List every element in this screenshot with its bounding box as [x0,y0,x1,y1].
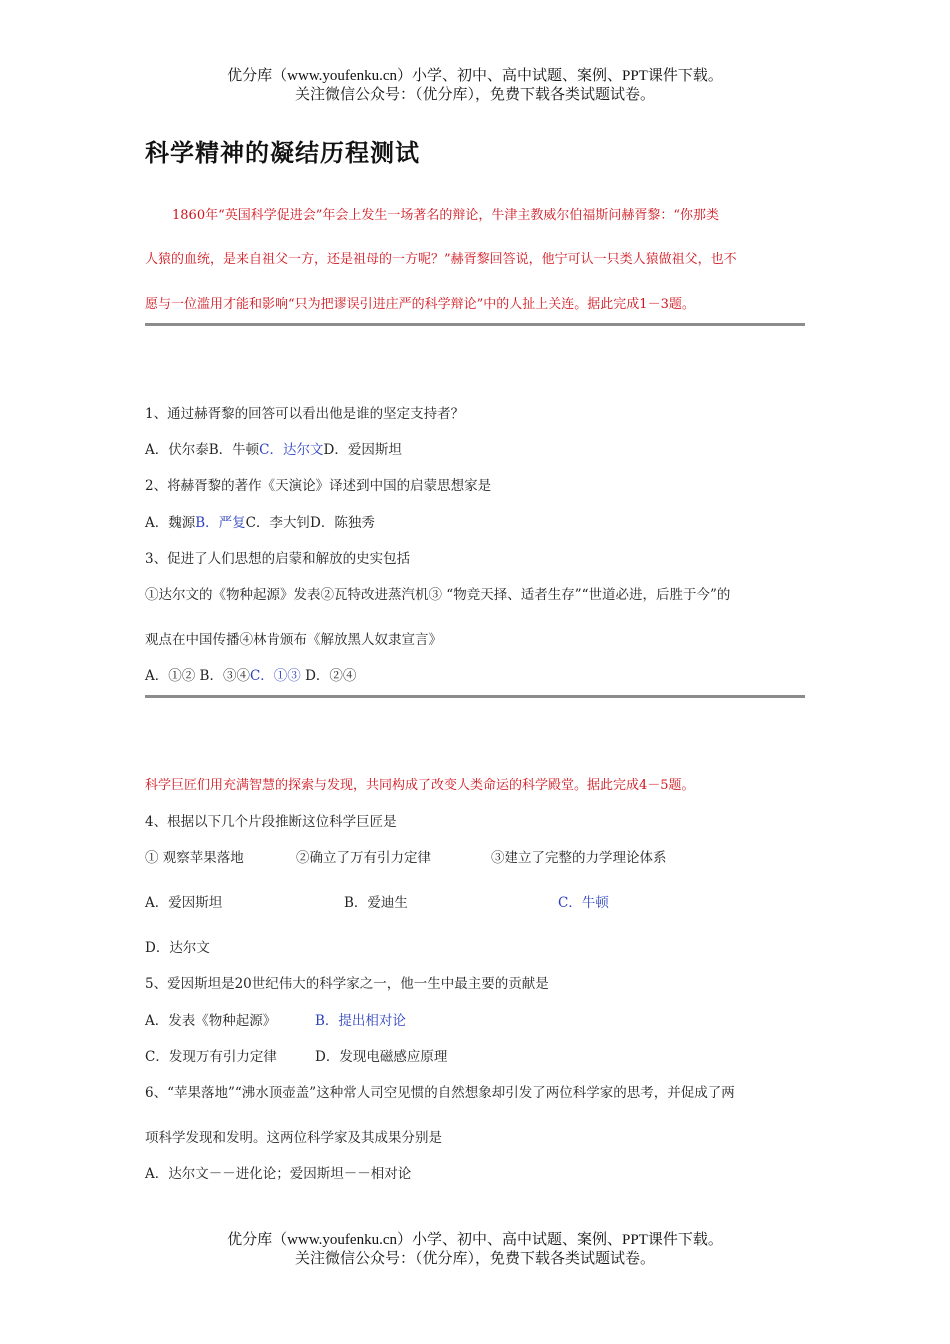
q1-stem: 1、通过赫胥黎的回答可以看出他是谁的坚定支持者？ [145,406,465,422]
q2-option-b: B．严复 [195,515,246,531]
q3-line-2: 观点在中国传播④林肯颁布《解放黑人奴隶宣言》 [145,632,442,648]
q6-line-2: 项科学发现和发明。这两位科学家及其成果分别是 [145,1130,442,1146]
footer-line-1: 优分库（www.youfenku.cn）小学、初中、高中试题、案例、PPT课件下载。 [227,1232,723,1248]
q2-options [145,511,375,531]
q5-option-b: B．提出相对论 [315,1013,406,1029]
q1-option-b: B．牛顿 [208,442,260,458]
divider-1 [145,323,805,326]
q2-stem: 2、将赫胥黎的著作《天演论》译述到中国的启蒙思想家是 [145,478,492,494]
header-line-2: 关注微信公众号：（优分库），免费下载各类试题试卷。 [294,87,655,103]
header-line-1: 优分库（www.youfenku.cn）小学、初中、高中试题、案例、PPT课件下载。 [227,68,723,84]
q2-option-c: C．李大钊 [245,515,311,531]
q1-option-c: C．达尔文 [259,442,324,458]
q3-options [145,664,356,684]
intro-1-line-3: 愿与一位滥用才能和影响“只为把谬误引进庄严的科学辩论”中的人扯上关连。据此完成1－3题。 [145,297,695,312]
q3-line-1: ①达尔文的《物种起源》发表②瓦特改进蒸汽机③ “物竞天择、适者生存”“世道必进，后胜于今”的 [145,587,731,603]
q4-stem: 4、根据以下几个片段推断这位科学巨匠是 [145,814,397,830]
q3-stem: 3、促进了人们思想的启蒙和解放的史实包括 [145,551,411,567]
q2-option-a: A．魏源 [145,515,196,531]
q4-option-b: B．爱迪生 [344,895,408,911]
q3-option-c: C．①③ [249,668,301,684]
footer-line-2: 关注微信公众号：（优分库），免费下载各类试题试卷。 [294,1251,655,1267]
intro-1-line-2: 人猿的血统，是来自祖父一方，还是祖母的一方呢？”赫胥黎回答说，他宁可认一只类人猿做祖父，也不 [145,252,737,267]
q5-option-c: C．发现万有引力定律 [145,1049,277,1065]
q1-option-a: A．伏尔泰 [145,442,209,458]
q3-option-a: A．①② [145,668,196,684]
q4-clue-1: ① 观察苹果落地 [145,850,244,866]
q4-option-a: A．爱因斯坦 [145,895,223,911]
q4-option-d: D．达尔文 [145,940,210,956]
q3-option-b: B．③④ [199,668,250,684]
q1-options [145,438,402,458]
q4-clue-3: ③建立了完整的力学理论体系 [491,850,667,866]
intro-2: 科学巨匠们用充满智慧的探索与发现，共同构成了改变人类命运的科学殿堂。据此完成4－5题。 [145,778,695,793]
q4-option-c: C．牛顿 [558,895,609,911]
intro-1-line-1: 1860年“英国科学促进会”年会上发生一场著名的辩论，牛津主教威尔伯福斯问赫胥黎：“你那类 [172,208,720,223]
q1-option-d: D．爱因斯坦 [323,442,402,458]
q2-option-d: D．陈独秀 [310,515,375,531]
q5-option-d: D．发现电磁感应原理 [315,1049,448,1065]
q5-stem: 5、爱因斯坦是20世纪伟大的科学家之一，他一生中最主要的贡献是 [145,976,549,992]
divider-2 [145,695,805,698]
q5-option-a: A．发表《物种起源》 [145,1013,277,1029]
q4-clue-2: ②确立了万有引力定律 [296,850,431,866]
q3-option-d: D．②④ [305,668,357,684]
q6-option-a: A．达尔文－－进化论；爱因斯坦－－相对论 [145,1166,412,1182]
page-title: 科学精神的凝结历程测试 [145,139,420,167]
q6-line-1: 6、“苹果落地”“沸水顶壶盖”这种常人司空见惯的自然想象却引发了两位科学家的思考，并促成了两 [145,1085,735,1101]
